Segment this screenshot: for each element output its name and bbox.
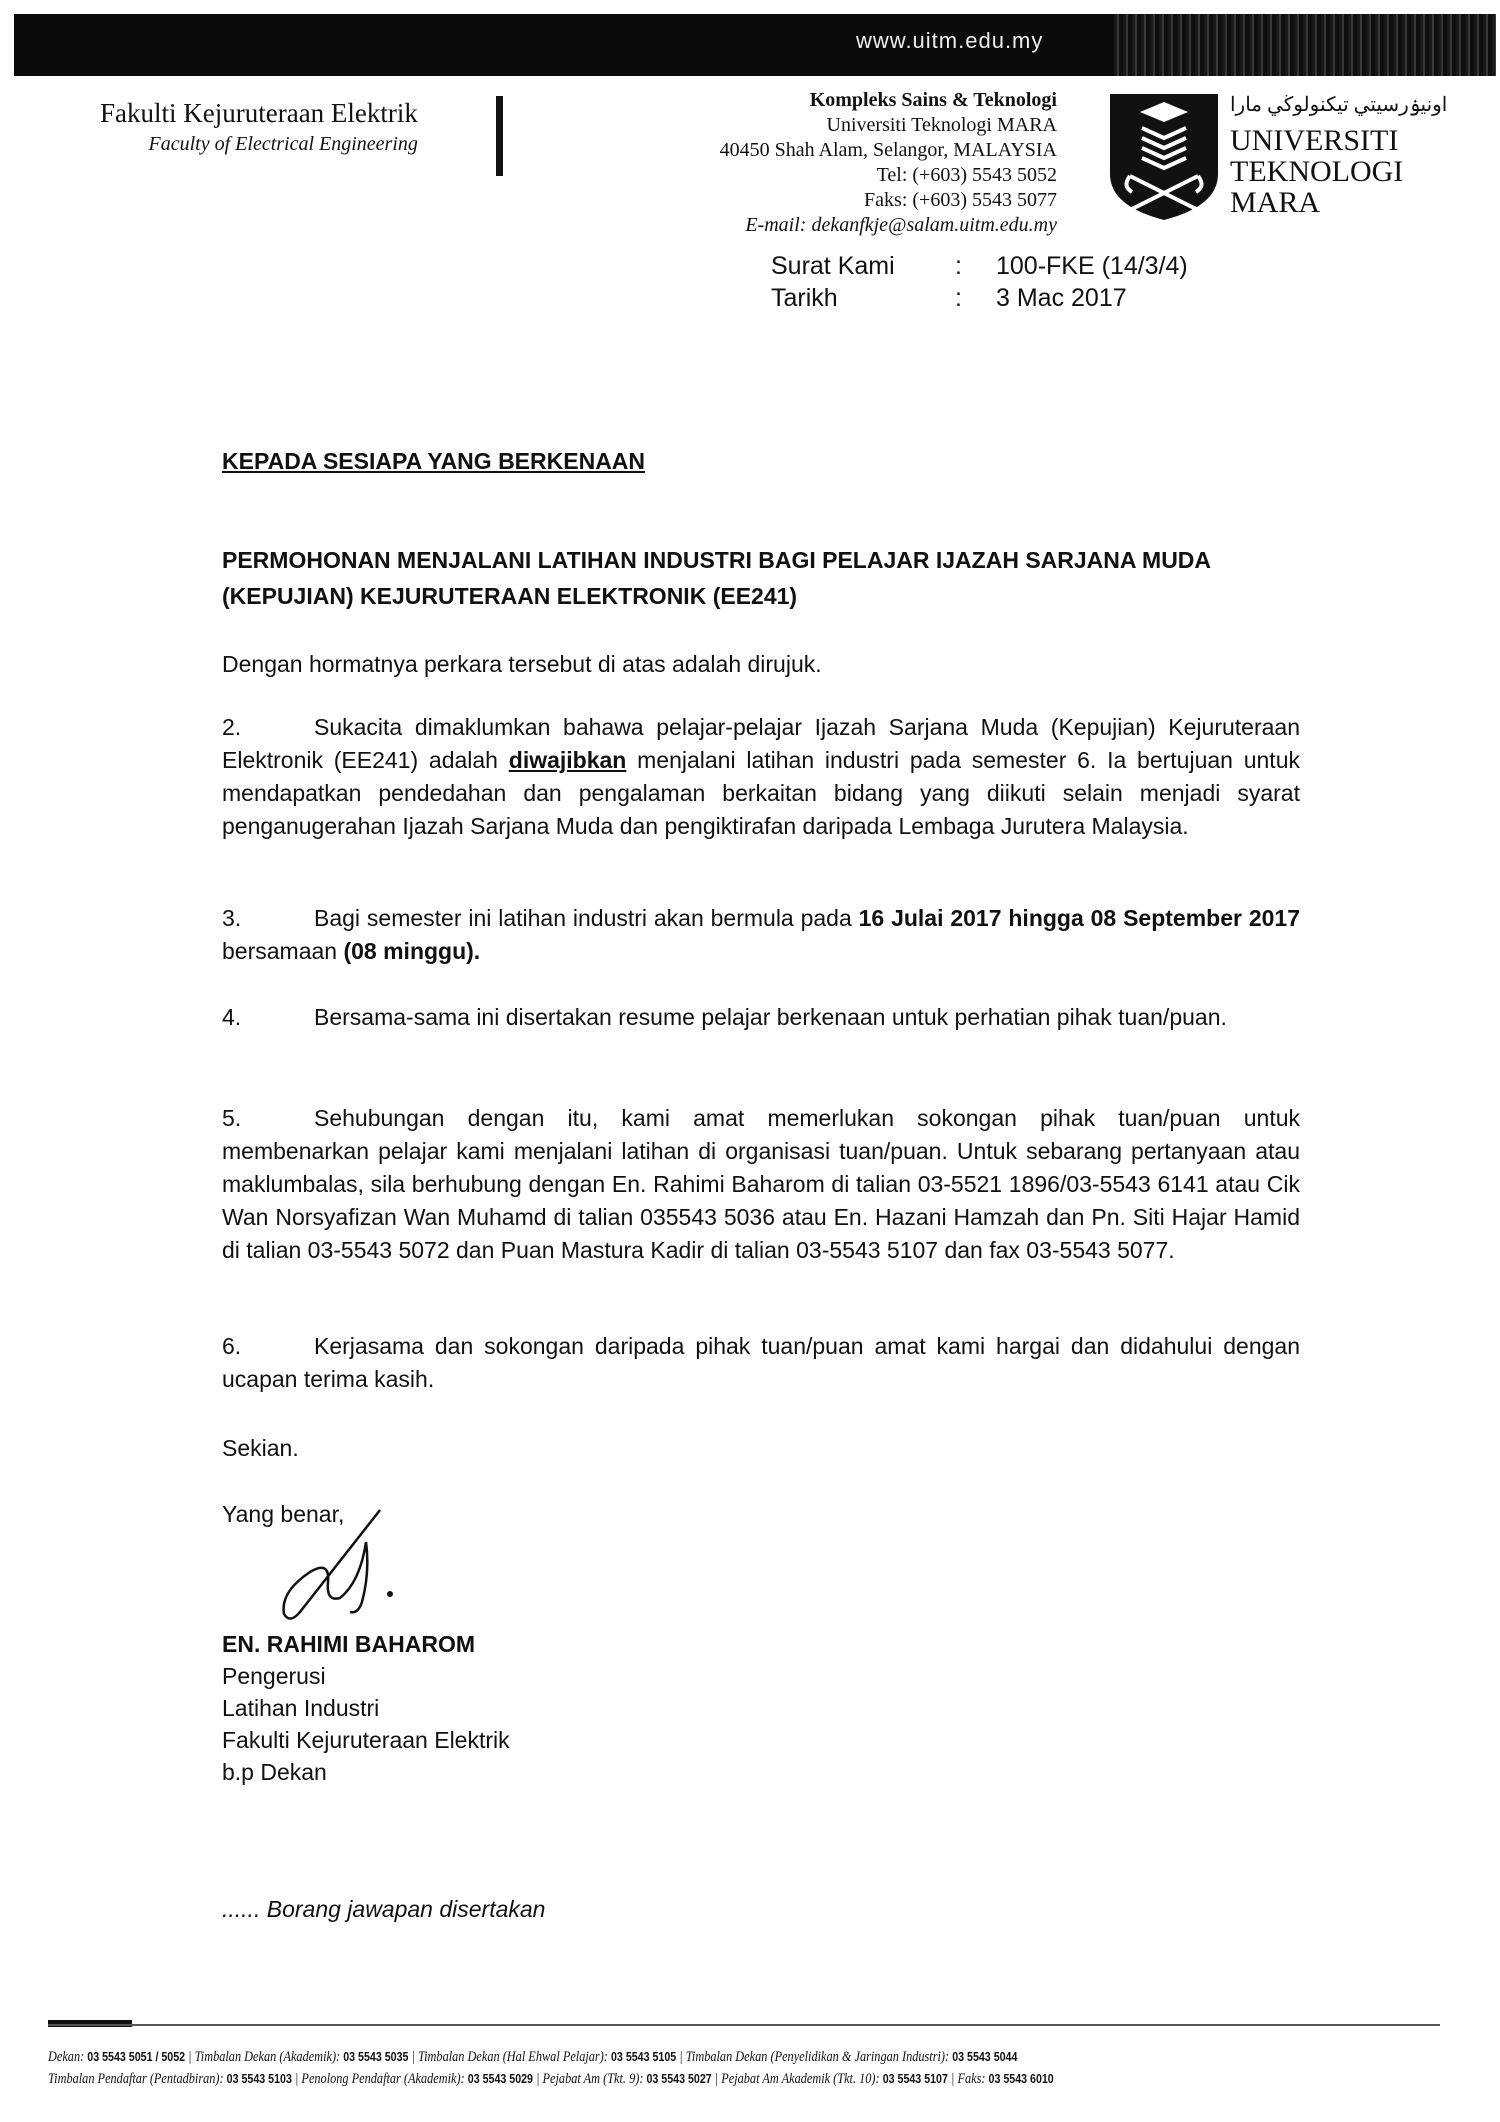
footer-label: | Timbalan Dekan (Hal Ehwal Pelajar): [408,2049,611,2065]
top-banner [14,14,1496,76]
ref-value: 100-FKE (14/3/4) [996,252,1188,280]
reference-block [771,250,1188,314]
sign-off: Yang benar, [222,1501,345,1527]
footer-label: | Pejabat Am Akademik (Tkt. 10): [711,2071,883,2087]
para-number: 4. [222,1004,242,1030]
university-line2: TEKNOLOGI [1230,155,1404,188]
signer-title: Fakulti Kejuruteraan Elektrik [222,1727,510,1753]
footer-number: 03 5543 5105 [610,2049,677,2064]
signer-title: Latihan Industri [222,1695,380,1721]
date-value: 3 Mac 2017 [996,284,1127,312]
paragraph-5 [222,1102,1300,1267]
footer-contacts [48,2046,1440,2090]
para-text: bersamaan [222,938,344,964]
closing: Sekian. [222,1435,299,1461]
address-university: Universiti Teknologi MARA [826,114,1057,136]
subject: PERMOHONAN MENJALANI LATIHAN INDUSTRI BAGI PELAJAR IJAZAH SARJANA MUDA (KEPUJIAN) KEJURUTERAAN ELEKTRONIK (EE241) [222,547,1211,609]
address-email: E-mail: dekanfkje@salam.uitm.edu.my [745,214,1057,236]
para-text: Bersama-sama ini disertakan resume pelajar berkenaan untuk perhatian pihak tuan/puan. [314,1004,1227,1030]
signer-name: EN. RAHIMI BAHAROM [222,1631,475,1657]
emphasis: diwajibkan [508,747,627,773]
address-tel: Tel: (+603) 5543 5052 [876,164,1057,186]
banner-texture [1114,14,1496,76]
footer-label: Timbalan Pendaftar (Pentadbiran): [48,2071,227,2087]
university-jawi: اونيۏرسيتي تيکنولوڬي مارا [1230,94,1448,116]
footer-number: 03 5543 5103 [226,2071,292,2086]
para-text: menjalani latihan industri pada semester 6. Ia bertujuan untuk mendapatkan pendedahan dan pengalaman berkaitan bidang yang diikuti selain menjadi syarat penganugerahan Ijazah Sarjana Muda dan pengiktirafan daripada Lembaga Jurutera Malaysia. [222,747,1300,839]
footer-number: 03 5543 5051 / 5052 [87,2049,186,2064]
address-block [720,88,1057,238]
address-building: Kompleks Sains & Teknologi [809,89,1057,111]
paragraph-2 [222,711,1300,843]
enclosure-note: ...... Borang jawapan disertakan [222,1896,546,1922]
footer-label: | Faks: [947,2071,989,2087]
training-duration: (08 minggu). [343,938,481,964]
para-text: Bagi semester ini latihan industri akan bermula pada [314,905,859,931]
paragraph-3 [222,902,1300,968]
para-number: 2. [222,714,242,740]
footer-label: Dekan: [48,2049,88,2065]
footer-number: 03 5543 5027 [646,2071,712,2086]
para-text: Sukacita dimaklumkan bahawa pelajar-pelajar Ijazah Sarjana Muda (Kepujian) Kejuruteraan Elektronik (EE241) adalah [222,714,1300,773]
address-fax: Faks: (+603) 5543 5077 [864,189,1057,211]
signer-title: Pengerusi [222,1663,326,1689]
para-number: 6. [222,1333,242,1359]
colon: : [955,284,962,312]
footer-number: 03 5543 5029 [467,2071,533,2086]
footer-number: 03 5543 5107 [882,2071,948,2086]
signer-title: b.p Dekan [222,1759,327,1785]
faculty-name-ms: Fakulti Kejuruteraan Elektrik [100,98,418,128]
colon: : [955,252,962,280]
footer-line-1 [48,2046,1189,2068]
website-url: www.uitm.edu.my [856,28,1044,53]
footer-label: | Timbalan Dekan (Akademik): [185,2049,344,2065]
date-label: Tarikh [771,284,838,312]
ref-label: Surat Kami [771,252,895,280]
paragraph-6 [222,1330,1300,1396]
para-text: Sehubungan dengan itu, kami amat memerlukan sokongan pihak tuan/puan untuk membenarkan pelajar kami menjalani latihan di organisasi tuan/puan. Untuk sebarang pertanyaan atau maklumbalas, sila berhubung dengan En. Rahimi Baharom di talian 03-5521 1896/03-5543 6141 atau Cik Wan Norsyafizan Wan Muhamd di talian 035543 5036 atau En. Hazani Hamzah dan Pn. Siti Hajar Hamid di talian 03-5543 5072 dan Puan Mastura Kadir di talian 03-5543 5107 dan fax 03-5543 5077. [222,1105,1300,1263]
training-dates: 16 Julai 2017 hingga 08 September 2017 [858,905,1300,931]
footer-label: | Pejabat Am (Tkt. 9): [532,2071,647,2087]
footer-number: 03 5543 5044 [952,2049,1018,2064]
opening: Dengan hormatnya perkara tersebut di atas adalah dirujuk. [222,651,822,677]
paragraph-4 [222,1001,1300,1034]
recipient: KEPADA SESIAPA YANG BERKENAAN [222,448,646,474]
university-line3: MARA [1230,186,1321,219]
footer-rule [48,2024,1440,2026]
faculty-name [100,98,418,156]
footer-number: 03 5543 5035 [343,2049,409,2064]
university-line1: UNIVERSITI [1230,124,1399,157]
para-text: Kerjasama dan sokongan daripada pihak tuan/puan amat kami hargai dan didahului dengan ucapan terima kasih. [222,1333,1300,1392]
signer-block [222,1628,510,1788]
divider [496,96,503,176]
university-wordmark [1230,90,1447,218]
uitm-crest-icon [1110,94,1218,220]
faculty-name-en: Faculty of Electrical Engineering [148,133,418,155]
footer-number: 03 5543 6010 [988,2071,1054,2086]
signature-icon [270,1502,410,1632]
para-number: 5. [222,1105,242,1131]
footer-line-2 [48,2068,1189,2090]
address-city: 40450 Shah Alam, Selangor, MALAYSIA [719,139,1057,161]
para-number: 3. [222,905,242,931]
footer-label: | Penolong Pendaftar (Akademik): [291,2071,468,2087]
footer-label: | Timbalan Dekan (Penyelidikan & Jaringan Industri): [676,2049,953,2065]
